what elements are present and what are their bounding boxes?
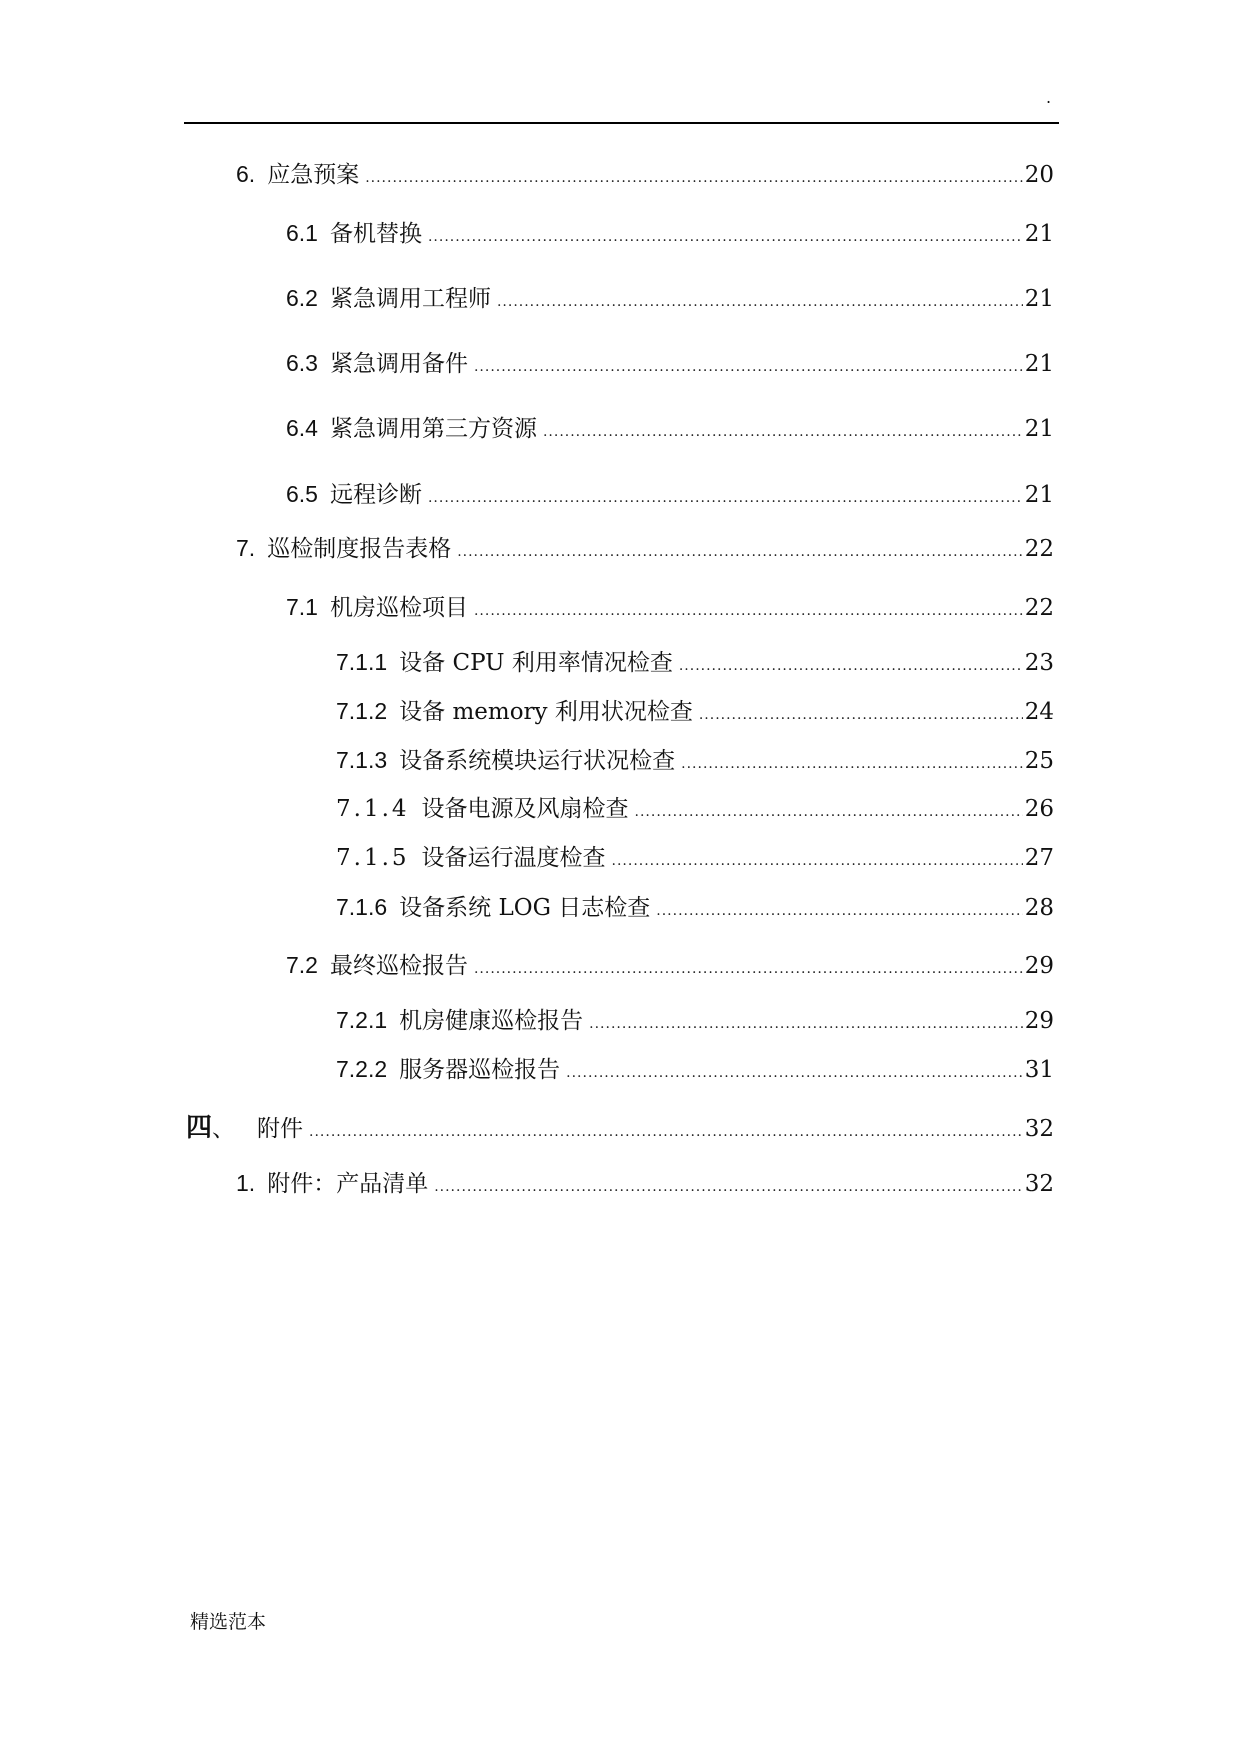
header-mark: . — [1046, 88, 1052, 107]
toc-entry-6-3[interactable] — [286, 348, 1054, 382]
toc-page-number: 28 — [1024, 895, 1054, 921]
toc-entry-number: 6.3 — [286, 350, 318, 376]
toc-entry-7-1[interactable] — [286, 592, 1054, 626]
toc-entry-7-1-5[interactable] — [336, 843, 1054, 876]
toc-entry-title: 应急预案 — [267, 162, 360, 188]
toc-page-number: 26 — [1024, 796, 1054, 822]
toc-leader-dots — [474, 954, 1023, 984]
toc-leader-dots — [589, 1009, 1023, 1039]
toc-entry-title: 备机替换 — [329, 221, 422, 247]
toc-entry-7[interactable] — [236, 533, 1054, 567]
toc-leader-dots — [474, 596, 1023, 626]
toc-leader-dots — [434, 1172, 1023, 1202]
toc-entry-number: 6.5 — [286, 481, 318, 507]
toc-entry-7-1-1[interactable] — [336, 647, 1054, 681]
toc-entry-number: 7.1.5 — [336, 845, 410, 871]
toc-leader-dots — [681, 749, 1023, 779]
toc-entry-title: 设备电源及风扇检查 — [421, 796, 629, 822]
toc-entry-7-1-6[interactable] — [336, 892, 1054, 926]
toc-page-number: 31 — [1024, 1057, 1054, 1083]
toc-page-number: 32 — [1024, 1116, 1054, 1142]
toc-page-number: 21 — [1024, 482, 1054, 508]
header-rule — [184, 122, 1059, 124]
toc-leader-dots — [699, 700, 1023, 730]
toc-entry-appendix-1[interactable] — [236, 1168, 1054, 1202]
toc-leader-dots — [474, 352, 1023, 382]
toc-entry-title: 最终巡检报告 — [329, 953, 468, 979]
toc-entry-number: 7. — [236, 535, 256, 561]
toc-page-number: 29 — [1024, 1008, 1054, 1034]
toc-entry-number: 7.1.2 — [336, 698, 388, 724]
toc-entry-appendix[interactable] — [186, 1113, 1054, 1147]
toc-entry-7-1-3[interactable] — [336, 745, 1054, 779]
toc-leader-dots — [428, 222, 1023, 252]
toc-entry-number: 7.1.1 — [336, 649, 388, 675]
toc-page-number: 23 — [1024, 650, 1054, 676]
toc-leader-dots — [365, 163, 1023, 193]
toc-entry-title: 机房健康巡检报告 — [399, 1008, 584, 1034]
toc-entry-number: 6.2 — [286, 285, 318, 311]
toc-entry-title: 附件：产品清单 — [267, 1171, 429, 1197]
toc-entry-7-2[interactable] — [286, 950, 1054, 984]
toc-leader-dots — [543, 417, 1023, 447]
page-footer: 精选范本 — [190, 1611, 267, 1633]
toc-page-number: 24 — [1024, 699, 1054, 725]
toc-entry-title: 机房巡检项目 — [329, 595, 468, 621]
toc-entry-title: 紧急调用工程师 — [329, 286, 491, 312]
toc-entry-title: 设备运行温度检查 — [421, 845, 606, 871]
toc-entry-6-4[interactable] — [286, 413, 1054, 447]
toc-entry-7-1-2[interactable] — [336, 696, 1054, 730]
toc-entry-6-5[interactable] — [286, 479, 1054, 513]
toc-entry-title: 设备系统模块运行状况检查 — [399, 748, 676, 774]
toc-page-number: 20 — [1024, 162, 1054, 188]
toc-entry-6-1[interactable] — [286, 218, 1054, 252]
toc-entry-title: 远程诊断 — [329, 482, 422, 508]
toc-page-number: 21 — [1024, 416, 1054, 442]
toc-leader-dots — [457, 537, 1023, 567]
toc-entry-title: 设备 memory 利用状况检查 — [399, 699, 693, 725]
toc-entry-title: 紧急调用备件 — [329, 351, 468, 377]
toc-page-number: 22 — [1024, 595, 1054, 621]
toc-entry-title: 附件 — [257, 1116, 304, 1142]
toc-entry-title: 设备系统 LOG 日志检查 — [399, 895, 651, 921]
toc-leader-dots — [497, 287, 1023, 317]
toc-page-number: 29 — [1024, 953, 1054, 979]
toc-entry-title: 紧急调用第三方资源 — [329, 416, 537, 442]
toc-entry-number: 6. — [236, 161, 256, 187]
toc-entry-7-2-2[interactable] — [336, 1054, 1054, 1088]
toc-entry-number: 7.1.4 — [336, 796, 410, 822]
toc-leader-dots — [656, 896, 1022, 926]
toc-page-number: 21 — [1024, 221, 1054, 247]
toc-entry-6[interactable] — [236, 159, 1054, 193]
toc-entry-number: 7.1.6 — [336, 894, 388, 920]
toc-entry-7-1-4[interactable] — [336, 794, 1054, 827]
toc-page-number: 22 — [1024, 536, 1054, 562]
toc-leader-dots — [428, 483, 1023, 513]
toc-entry-number: 6.1 — [286, 220, 318, 246]
toc-page-number: 21 — [1024, 351, 1054, 377]
toc-page-number: 25 — [1024, 748, 1054, 774]
toc-leader-dots — [566, 1058, 1023, 1088]
toc-page-number: 32 — [1024, 1171, 1054, 1197]
toc-entry-separator: 、 — [212, 1116, 236, 1142]
toc-page-number: 27 — [1024, 845, 1054, 871]
toc-entry-number: 7.1 — [286, 594, 318, 620]
toc-entry-number: 7.2.2 — [336, 1056, 388, 1082]
toc-page-number: 21 — [1024, 286, 1054, 312]
toc-leader-dots — [309, 1117, 1023, 1147]
toc-entry-number: 6.4 — [286, 415, 318, 441]
toc-entry-number: 7.2.1 — [336, 1007, 388, 1033]
toc-entry-number: 1. — [236, 1170, 256, 1196]
toc-entry-title: 巡检制度报告表格 — [267, 536, 452, 562]
toc-entry-6-2[interactable] — [286, 283, 1054, 317]
toc-leader-dots — [679, 651, 1023, 681]
toc-entry-number: 7.2 — [286, 952, 318, 978]
toc-entry-7-2-1[interactable] — [336, 1005, 1054, 1039]
toc-entry-number: 7.1.3 — [336, 747, 388, 773]
toc-leader-dots — [635, 797, 1023, 827]
toc-leader-dots — [612, 846, 1023, 876]
toc-entry-number: 四 — [186, 1113, 213, 1143]
toc-entry-title: 服务器巡检报告 — [399, 1057, 561, 1083]
toc-entry-title: 设备 CPU 利用率情况检查 — [399, 650, 673, 676]
